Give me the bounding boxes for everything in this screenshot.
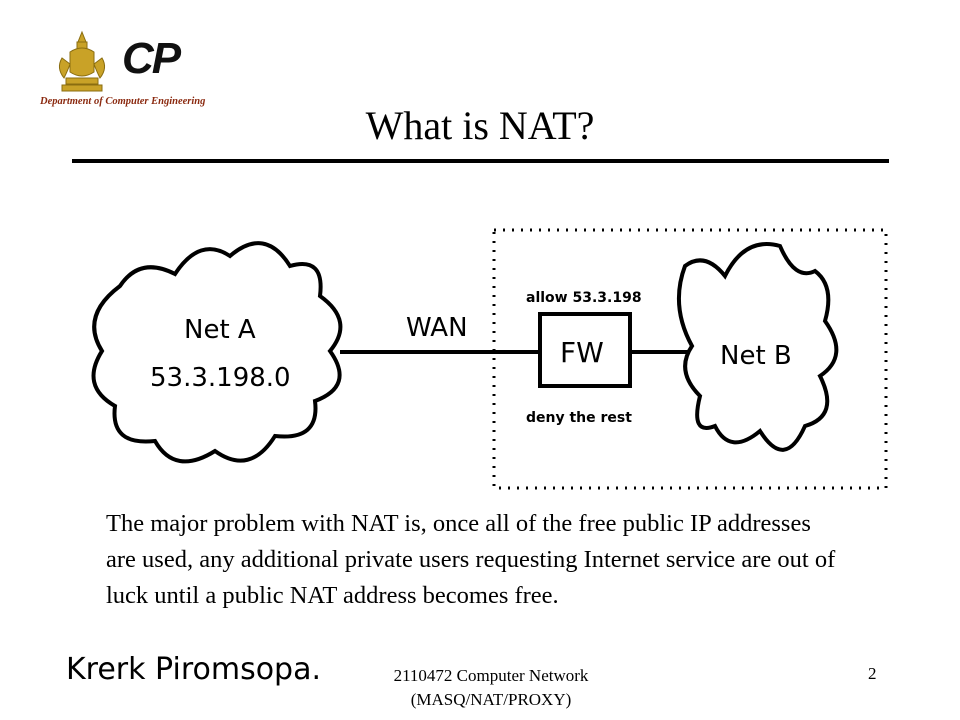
net-b-label: Net B bbox=[720, 341, 792, 371]
allow-rule-label: allow 53.3.198 bbox=[526, 290, 642, 306]
slide-title: What is NAT? bbox=[365, 103, 595, 148]
wan-label: WAN bbox=[406, 313, 468, 343]
footer-course-line1: 2110472 Computer Network bbox=[393, 666, 589, 685]
logo-department-text: Department of Computer Engineering bbox=[40, 96, 206, 107]
footer-author: Krerk Piromsopa. bbox=[66, 652, 322, 687]
page-number: 2 bbox=[868, 664, 877, 683]
nat-network-diagram bbox=[80, 226, 890, 494]
footer-course-line2: (MASQ/NAT/PROXY) bbox=[410, 690, 572, 709]
university-emblem-icon bbox=[52, 28, 112, 98]
net-a-cloud bbox=[94, 243, 341, 461]
firewall-label: FW bbox=[560, 336, 604, 369]
title-divider bbox=[72, 159, 889, 163]
net-a-label: Net A bbox=[184, 315, 256, 345]
body-paragraph: The major problem with NAT is, once all of the free public IP addresses are used, any additional private users requesting Internet service are out of luck until a public NAT address becomes free. bbox=[106, 510, 836, 609]
deny-rule-label: deny the rest bbox=[526, 410, 632, 426]
net-a-address: 53.3.198.0 bbox=[150, 363, 291, 393]
logo-brand-text: CP bbox=[122, 34, 180, 83]
footer-course bbox=[366, 664, 616, 712]
